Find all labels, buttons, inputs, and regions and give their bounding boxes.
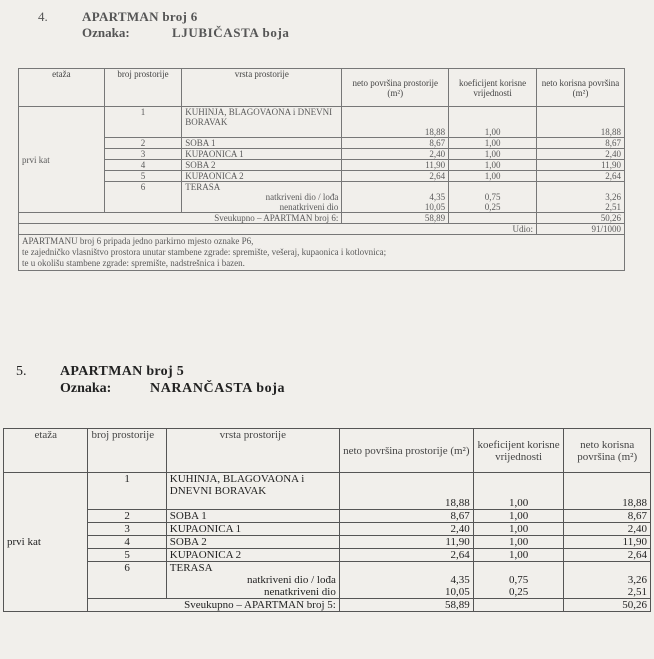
room-name: KUPAONICA 2 (166, 549, 339, 562)
header-broj: broj prostorije (104, 69, 181, 107)
apt5-title: APARTMAN broj 5 (60, 364, 185, 379)
total-label: Sveukupno – APARTMAN broj 5: (88, 599, 339, 612)
room-net: 2,64 (537, 171, 625, 182)
room-number: 3 (104, 149, 181, 160)
header-vrsta: vrsta prostorije (182, 69, 342, 107)
table-row (19, 160, 625, 171)
room-area: 4,35 (342, 192, 449, 202)
room-number: 2 (88, 510, 166, 523)
table-row (19, 171, 625, 182)
total-area: 58,89 (339, 599, 473, 612)
room-name: KUPAONICA 1 (166, 523, 339, 536)
room-coef: 0,75 (449, 192, 537, 202)
terrace-part-name: natkriveni dio / lođa (182, 192, 342, 202)
room-coef: 0,25 (449, 202, 537, 213)
share-value: 91/1000 (537, 224, 625, 235)
room-area: 2,40 (339, 523, 473, 536)
total-area: 58,89 (342, 213, 449, 224)
room-area: 11,90 (342, 160, 449, 171)
table-row (4, 510, 651, 523)
apt6-title: APARTMAN broj 6 (82, 9, 198, 24)
header-neto: neto površina prostorije (m²) (339, 429, 473, 473)
room-net: 8,67 (537, 138, 625, 149)
table-row (4, 562, 651, 575)
room-name: SOBA 1 (182, 138, 342, 149)
note-line: APARTMANU broj 6 pripada jedno parkirno mjesto oznake P6, (22, 236, 254, 246)
room-coef: 1,00 (473, 536, 564, 549)
share-row (19, 224, 625, 235)
room-net: 3,26 (564, 574, 651, 586)
room-number: 5 (88, 549, 166, 562)
room-net: 18,88 (564, 473, 651, 510)
apt6-table (18, 68, 625, 271)
room-net: 11,90 (537, 160, 625, 171)
room-coef: 1,00 (473, 523, 564, 536)
table-row (19, 138, 625, 149)
room-area: 10,05 (342, 202, 449, 213)
terrace-part-name: nenatkriveni dio (166, 586, 339, 599)
header-neto: neto površina prostorije (m²) (342, 69, 449, 107)
header-etaza: etaža (4, 429, 88, 473)
room-coef: 0,75 (473, 574, 564, 586)
room-coef: 1,00 (449, 138, 537, 149)
room-net: 2,51 (564, 586, 651, 599)
room-number: 4 (104, 160, 181, 171)
header-broj: broj prostorije (88, 429, 166, 473)
total-net: 50,26 (564, 599, 651, 612)
table-row (4, 549, 651, 562)
room-area: 2,40 (342, 149, 449, 160)
room-coef: 1,00 (449, 171, 537, 182)
total-row (4, 599, 651, 612)
share-label: Udio: (449, 224, 537, 235)
room-name: KUPAONICA 1 (182, 149, 342, 160)
room-name: TERASA (182, 182, 342, 193)
table-row (19, 149, 625, 160)
header-koef: koeficijent korisne vrijednosti (449, 69, 537, 107)
room-name: KUPAONICA 2 (182, 171, 342, 182)
header-vrsta: vrsta prostorije (166, 429, 339, 473)
room-area: 8,67 (339, 510, 473, 523)
table-row (19, 182, 625, 193)
room-net: 3,26 (537, 192, 625, 202)
floor-cell: prvi kat (19, 107, 105, 213)
total-row (19, 213, 625, 224)
apt6-section-number: 4. (38, 9, 48, 24)
room-area: 18,88 (342, 107, 449, 138)
table-row (4, 523, 651, 536)
terrace-part-name: nenatkriveni dio (182, 202, 342, 213)
room-net: 11,90 (564, 536, 651, 549)
room-coef: 1,00 (473, 510, 564, 523)
note-line: te u okolišu stambene zgrade: spremište, nadstrešnica i bazen. (22, 258, 245, 268)
table-row (4, 473, 651, 510)
room-net: 2,51 (537, 202, 625, 213)
room-number: 4 (88, 536, 166, 549)
room-name: KUHINJA, BLAGOVAONA i DNEVNI BORAVAK (166, 473, 339, 510)
room-number: 6 (88, 562, 166, 599)
room-area: 2,64 (339, 549, 473, 562)
terrace-part-name: natkriveni dio / lođa (166, 574, 339, 586)
room-number: 6 (104, 182, 181, 213)
room-coef: 1,00 (473, 549, 564, 562)
header-korisna: neto korisna površina (m²) (537, 69, 625, 107)
floor-cell: prvi kat (4, 473, 88, 612)
apt6-label: Oznaka: (82, 25, 130, 40)
header-etaza: etaža (19, 69, 105, 107)
room-number: 2 (104, 138, 181, 149)
room-coef: 1,00 (449, 160, 537, 171)
total-label: Sveukupno – APARTMAN broj 6: (19, 213, 342, 224)
room-area: 11,90 (339, 536, 473, 549)
room-net: 18,88 (537, 107, 625, 138)
room-coef: 1,00 (449, 107, 537, 138)
note-line: te zajedničko vlasništvo prostora unutar stambene zgrade: spremište, vešeraj, kupaonica i kotlovnica; (22, 247, 387, 257)
room-name: SOBA 2 (166, 536, 339, 549)
room-area: 2,64 (342, 171, 449, 182)
header-korisna: neto korisna površina (m²) (564, 429, 651, 473)
room-name: TERASA (166, 562, 339, 575)
notes-cell (19, 235, 625, 271)
room-net: 2,40 (537, 149, 625, 160)
apt6-color: LJUBIČASTA boja (172, 25, 290, 40)
room-number: 5 (104, 171, 181, 182)
apt6-heading (38, 9, 289, 41)
room-area: 8,67 (342, 138, 449, 149)
apt5-color: NARANČASTA boja (150, 381, 286, 396)
room-area: 10,05 (339, 586, 473, 599)
room-number: 3 (88, 523, 166, 536)
room-coef: 0,25 (473, 586, 564, 599)
apt5-heading (16, 363, 285, 397)
notes-row (19, 235, 625, 271)
room-net: 8,67 (564, 510, 651, 523)
total-net: 50,26 (537, 213, 625, 224)
header-koef: koeficijent korisne vrijednosti (473, 429, 564, 473)
apt5-section-number: 5. (16, 364, 27, 379)
room-name: SOBA 1 (166, 510, 339, 523)
room-net: 2,40 (564, 523, 651, 536)
room-coef: 1,00 (449, 149, 537, 160)
table-row (4, 536, 651, 549)
room-area: 18,88 (339, 473, 473, 510)
room-area: 4,35 (339, 574, 473, 586)
room-net: 2,64 (564, 549, 651, 562)
table-row (19, 107, 625, 138)
room-number: 1 (88, 473, 166, 510)
room-coef: 1,00 (473, 473, 564, 510)
apt5-label: Oznaka: (60, 381, 112, 396)
room-name: SOBA 2 (182, 160, 342, 171)
room-name: KUHINJA, BLAGOVAONA i DNEVNI BORAVAK (182, 107, 342, 138)
apt5-table (3, 428, 651, 612)
room-number: 1 (104, 107, 181, 138)
